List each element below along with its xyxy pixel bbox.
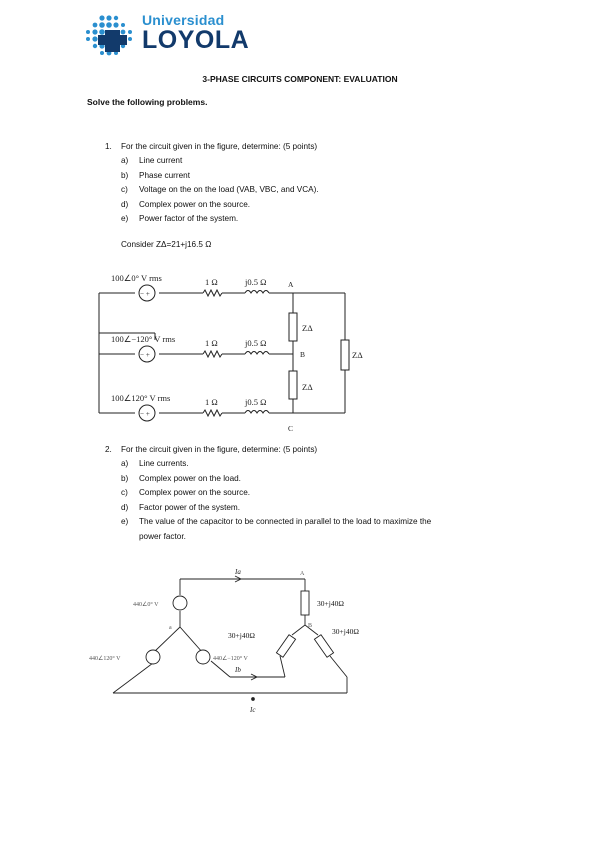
circuit-diagram-1: [95, 268, 365, 438]
load-z-label: ZΔ: [352, 350, 363, 360]
university-name-big: LOYOLA: [142, 26, 250, 54]
current-ic-label: Ic: [250, 706, 256, 714]
current-ia-label: Ia: [235, 568, 241, 576]
load-impedance-label: 30+j40Ω: [317, 599, 344, 608]
option-letter: a): [121, 156, 129, 165]
load-z-label: ZΔ: [302, 382, 313, 392]
option-text: Factor power of the system.: [139, 502, 241, 512]
question-number: 2.: [105, 445, 112, 454]
university-logo-icon: [80, 12, 136, 60]
option-text: Phase current: [139, 170, 190, 180]
option-text: Complex power on the source.: [139, 199, 251, 209]
source-2-label: 440∠−120° V: [213, 656, 248, 662]
question-2: [105, 443, 525, 458]
load-impedance-label: 30+j40Ω: [228, 631, 255, 640]
source-2-label: 100∠−120° V rms: [111, 334, 176, 344]
svg-text:− +: − +: [140, 351, 150, 359]
option-text: Line currents.: [139, 459, 189, 468]
option-letter: d): [121, 502, 129, 512]
option-letter: b): [121, 473, 129, 483]
inductor-label: j0.5 Ω: [245, 397, 267, 407]
node-a-label: A: [288, 280, 294, 289]
option-letter: e): [121, 517, 129, 527]
current-ib-label: Ib: [235, 666, 241, 674]
option-letter: d): [121, 199, 129, 209]
option-letter: b): [121, 170, 129, 180]
source-3-label: 100∠120° V rms: [111, 393, 171, 403]
option-letter: e): [121, 214, 129, 224]
option-letter: a): [121, 459, 129, 468]
source-1-label: 440∠0° V: [133, 602, 159, 608]
load-z-label: ZΔ: [302, 323, 313, 333]
circuit-diagram-2: [85, 565, 385, 715]
option-letter: c): [121, 488, 128, 498]
question-text: For the circuit given in the figure, determine: (5 points): [121, 445, 318, 454]
option-text: Line current: [139, 156, 183, 165]
option-text: Voltage on the on the load (VAB, VBC, and VCA).: [139, 185, 319, 195]
option-text: Complex power on the load.: [139, 473, 241, 483]
resistor-label: 1 Ω: [205, 338, 218, 348]
resistor-label: 1 Ω: [205, 277, 218, 287]
inductor-label: j0.5 Ω: [245, 277, 267, 287]
question-1-options: [105, 154, 525, 234]
node-A-label: A: [300, 571, 305, 577]
node-B-label: B: [308, 623, 313, 629]
source-1-label: 100∠0° V rms: [111, 273, 162, 283]
intro-text: Solve the following problems.: [87, 97, 208, 107]
node-a-label: a: [169, 625, 172, 631]
option-text: The value of the capacitor to be connected in parallel to the load to maximize the: [139, 517, 432, 527]
node-b-label: B: [300, 350, 306, 359]
svg-text:− +: − +: [140, 290, 150, 298]
question-2-options: [105, 457, 535, 547]
svg-text:− +: − +: [140, 410, 150, 418]
option-text: Complex power on the source.: [139, 488, 251, 498]
question-text: For the circuit given in the figure, determine: (5 points): [121, 142, 318, 151]
consider-note: Consider ZΔ=21+j16.5 Ω: [121, 240, 212, 249]
question-1: [105, 140, 525, 155]
load-impedance-label: 30+j40Ω: [332, 627, 359, 636]
page-title: 3-PHASE CIRCUITS COMPONENT: EVALUATION: [202, 74, 398, 84]
option-letter: c): [121, 185, 128, 195]
resistor-label: 1 Ω: [205, 397, 218, 407]
source-3-label: 440∠120° V: [89, 656, 121, 662]
node-c-label: C: [288, 424, 294, 433]
option-text: Power factor of the system.: [139, 214, 239, 224]
university-name-small: Universidad: [142, 12, 225, 28]
option-text: power factor.: [139, 532, 186, 541]
question-number: 1.: [105, 142, 112, 151]
inductor-label: j0.5 Ω: [245, 338, 267, 348]
